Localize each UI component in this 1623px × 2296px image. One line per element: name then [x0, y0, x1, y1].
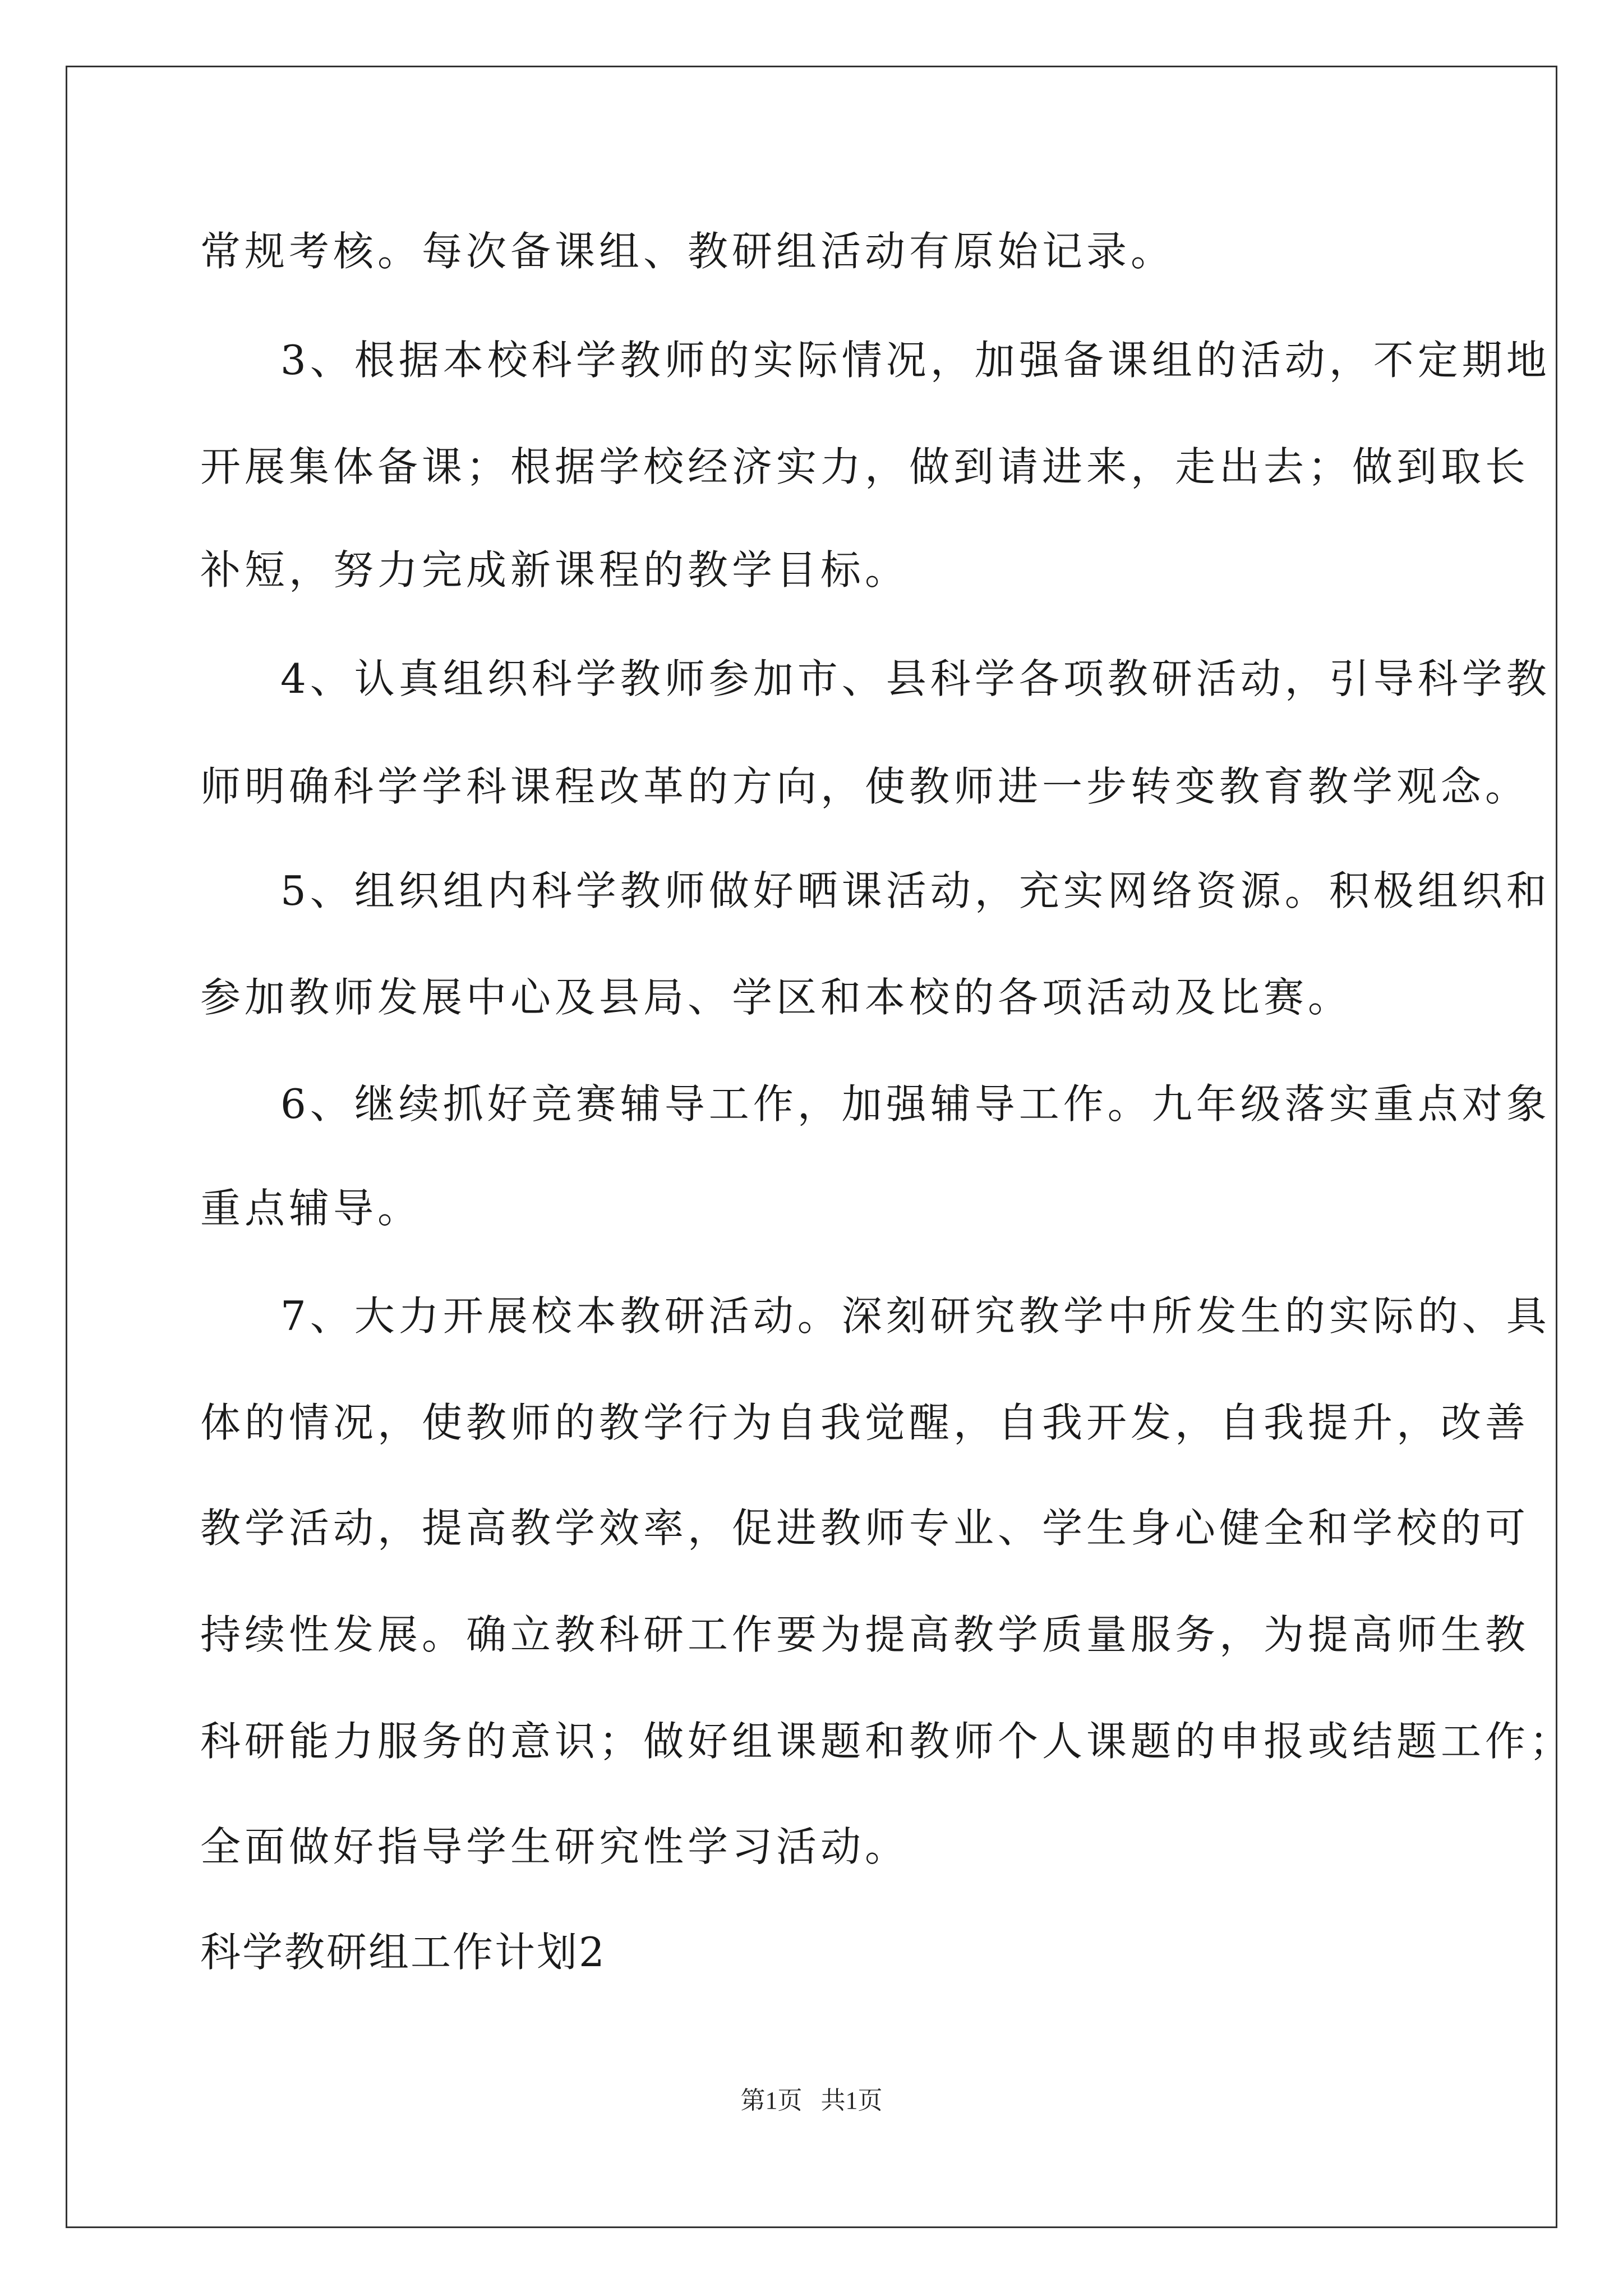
text-line: 师明确科学学科课程改革的方向，使教师进一步转变教育教学观念。: [200, 763, 1530, 810]
text-line: 科研能力服务的意识；做好组课题和教师个人课题的申报或结题工作；: [200, 1718, 1574, 1765]
section-heading: 科学教研组工作计划2: [200, 1929, 606, 1976]
text-line: 持续性发展。确立教科研工作要为提高教学质量服务，为提高师生教: [200, 1611, 1530, 1658]
text-line: 体的情况，使教师的教学行为自我觉醒，自我开发，自我提升，改善: [200, 1399, 1530, 1446]
text-line: 常规考核。每次备课组、教研组活动有原始记录。: [200, 228, 1175, 275]
text-line: 6、继续抓好竞赛辅导工作，加强辅导工作。九年级落实重点对象: [280, 1080, 1551, 1128]
text-line: 3、根据本校科学教师的实际情况，加强备课组的活动，不定期地: [280, 337, 1551, 384]
text-line: 全面做好指导学生研究性学习活动。: [200, 1823, 910, 1870]
text-line: 开展集体备课；根据学校经济实力，做到请进来，走出去；做到取长: [200, 443, 1530, 490]
text-line: 5、组织组内科学教师做好晒课活动，充实网络资源。积极组织和: [280, 867, 1551, 914]
text-line: 参加教师发展中心及县局、学区和本校的各项活动及比赛。: [200, 974, 1353, 1021]
text-line: 补短，努力完成新课程的教学目标。: [200, 546, 910, 593]
text-line: 教学活动，提高教学效率，促进教师专业、学生身心健全和学校的可: [200, 1504, 1530, 1552]
page-number-footer: 第1页 共1页: [740, 2087, 883, 2114]
text-line: 4、认真组织科学教师参加市、县科学各项教研活动，引导科学教: [280, 655, 1551, 702]
text-line: 重点辅导。: [200, 1185, 422, 1232]
text-line: 7、大力开展校本教研活动。深刻研究教学中所发生的实际的、具: [280, 1292, 1551, 1340]
